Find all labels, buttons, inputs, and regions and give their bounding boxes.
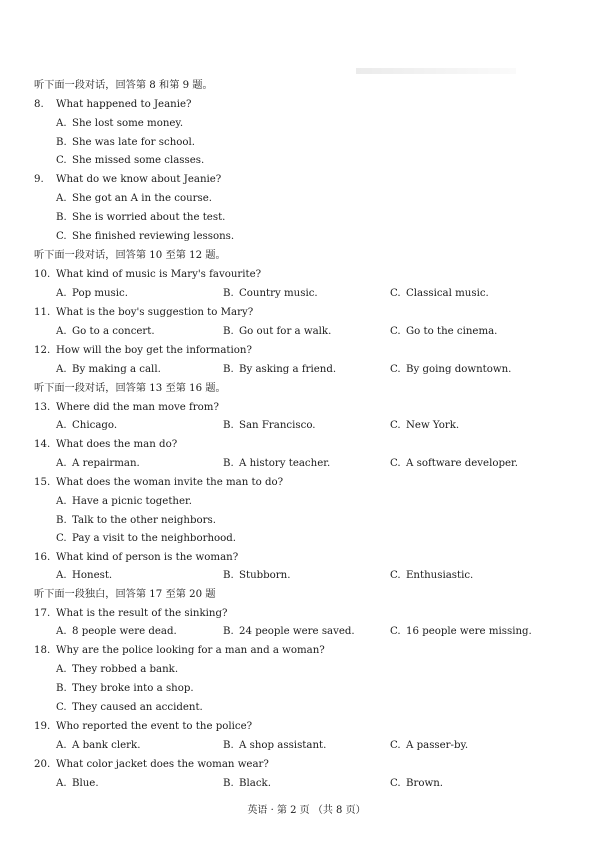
q18-option-a: A. They robbed a bank.: [56, 664, 179, 675]
q12-option-b: B. By asking a friend.: [223, 364, 337, 375]
q17-option-c: C. 16 people were missing.: [390, 626, 532, 637]
q13-option-c: C. New York.: [390, 420, 460, 431]
question-16: 16. What kind of person is the woman?: [34, 552, 239, 563]
question-20: 20. What color jacket does the woman wear?: [34, 759, 269, 770]
q17-option-b: B. 24 people were saved.: [223, 626, 355, 637]
q15-option-b: B. Talk to the other neighbors.: [56, 515, 216, 526]
q15-option-a: A. Have a picnic together.: [56, 496, 192, 507]
q20-option-b: B. Black.: [223, 778, 271, 789]
q15-option-c: C. Pay a visit to the neighborhood.: [56, 533, 237, 544]
question-18: 18. Why are the police looking for a man and a woman?: [34, 645, 325, 656]
q8-option-c: C. She missed some classes.: [56, 155, 205, 166]
q20-option-a: A. Blue.: [56, 778, 99, 789]
question-10: 10. What kind of music is Mary's favourite?: [34, 269, 262, 280]
q17-option-a: A. 8 people were dead.: [56, 626, 177, 637]
q19-option-c: C. A passer-by.: [390, 740, 469, 751]
q16-option-a: A. Honest.: [56, 570, 113, 581]
question-19: 19. Who reported the event to the police?: [34, 721, 253, 732]
q10-option-c: C. Classical music.: [390, 288, 489, 299]
section-heading: 听下面一段对话，回答第 13 至第 16 题。: [34, 383, 226, 394]
question-8: 8. What happened to Jeanie?: [34, 99, 192, 110]
q14-option-b: B. A history teacher.: [223, 458, 331, 469]
q16-option-c: C. Enthusiastic.: [390, 570, 474, 581]
section-heading: 听下面一段对话，回答第 10 至第 12 题。: [34, 250, 226, 261]
question-15: 15. What does the woman invite the man to do?: [34, 477, 284, 488]
q10-option-b: B. Country music.: [223, 288, 318, 299]
q16-option-b: B. Stubborn.: [223, 570, 291, 581]
q11-option-a: A. Go to a concert.: [56, 326, 155, 337]
question-17: 17. What is the result of the sinking?: [34, 608, 228, 619]
q13-option-b: B. San Francisco.: [223, 420, 316, 431]
section-heading: 听下面一段独白，回答第 17 至第 20 题: [34, 589, 216, 600]
q19-option-b: B. A shop assistant.: [223, 740, 327, 751]
q19-option-a: A. A bank clerk.: [56, 740, 141, 751]
q12-option-c: C. By going downtown.: [390, 364, 512, 375]
q10-option-a: A. Pop music.: [56, 288, 128, 299]
q9-option-c: C. She finished reviewing lessons.: [56, 231, 235, 242]
q18-option-b: B. They broke into a shop.: [56, 683, 194, 694]
scan-smudge: [356, 68, 516, 74]
q11-option-b: B. Go out for a walk.: [223, 326, 332, 337]
question-9: 9. What do we know about Jeanie?: [34, 174, 222, 185]
question-14: 14. What does the man do?: [34, 439, 178, 450]
q12-option-a: A. By making a call.: [56, 364, 161, 375]
question-13: 13. Where did the man move from?: [34, 402, 219, 413]
q9-option-b: B. She is worried about the test.: [56, 212, 226, 223]
q9-option-a: A. She got an A in the course.: [56, 193, 213, 204]
q14-option-c: C. A software developer.: [390, 458, 519, 469]
q18-option-c: C. They caused an accident.: [56, 702, 203, 713]
q13-option-a: A. Chicago.: [56, 420, 118, 431]
q8-option-b: B. She was late for school.: [56, 137, 196, 148]
section-heading: 听下面一段对话，回答第 8 和第 9 题。: [34, 80, 213, 91]
q8-option-a: A. She lost some money.: [56, 118, 184, 129]
q20-option-c: C. Brown.: [390, 778, 444, 789]
q14-option-a: A. A repairman.: [56, 458, 140, 469]
page-footer: 英语 · 第 2 页 （共 8 页）: [247, 805, 366, 816]
question-12: 12. How will the boy get the information?: [34, 345, 252, 356]
q11-option-c: C. Go to the cinema.: [390, 326, 498, 337]
question-11: 11. What is the boy's suggestion to Mary?: [34, 307, 254, 318]
